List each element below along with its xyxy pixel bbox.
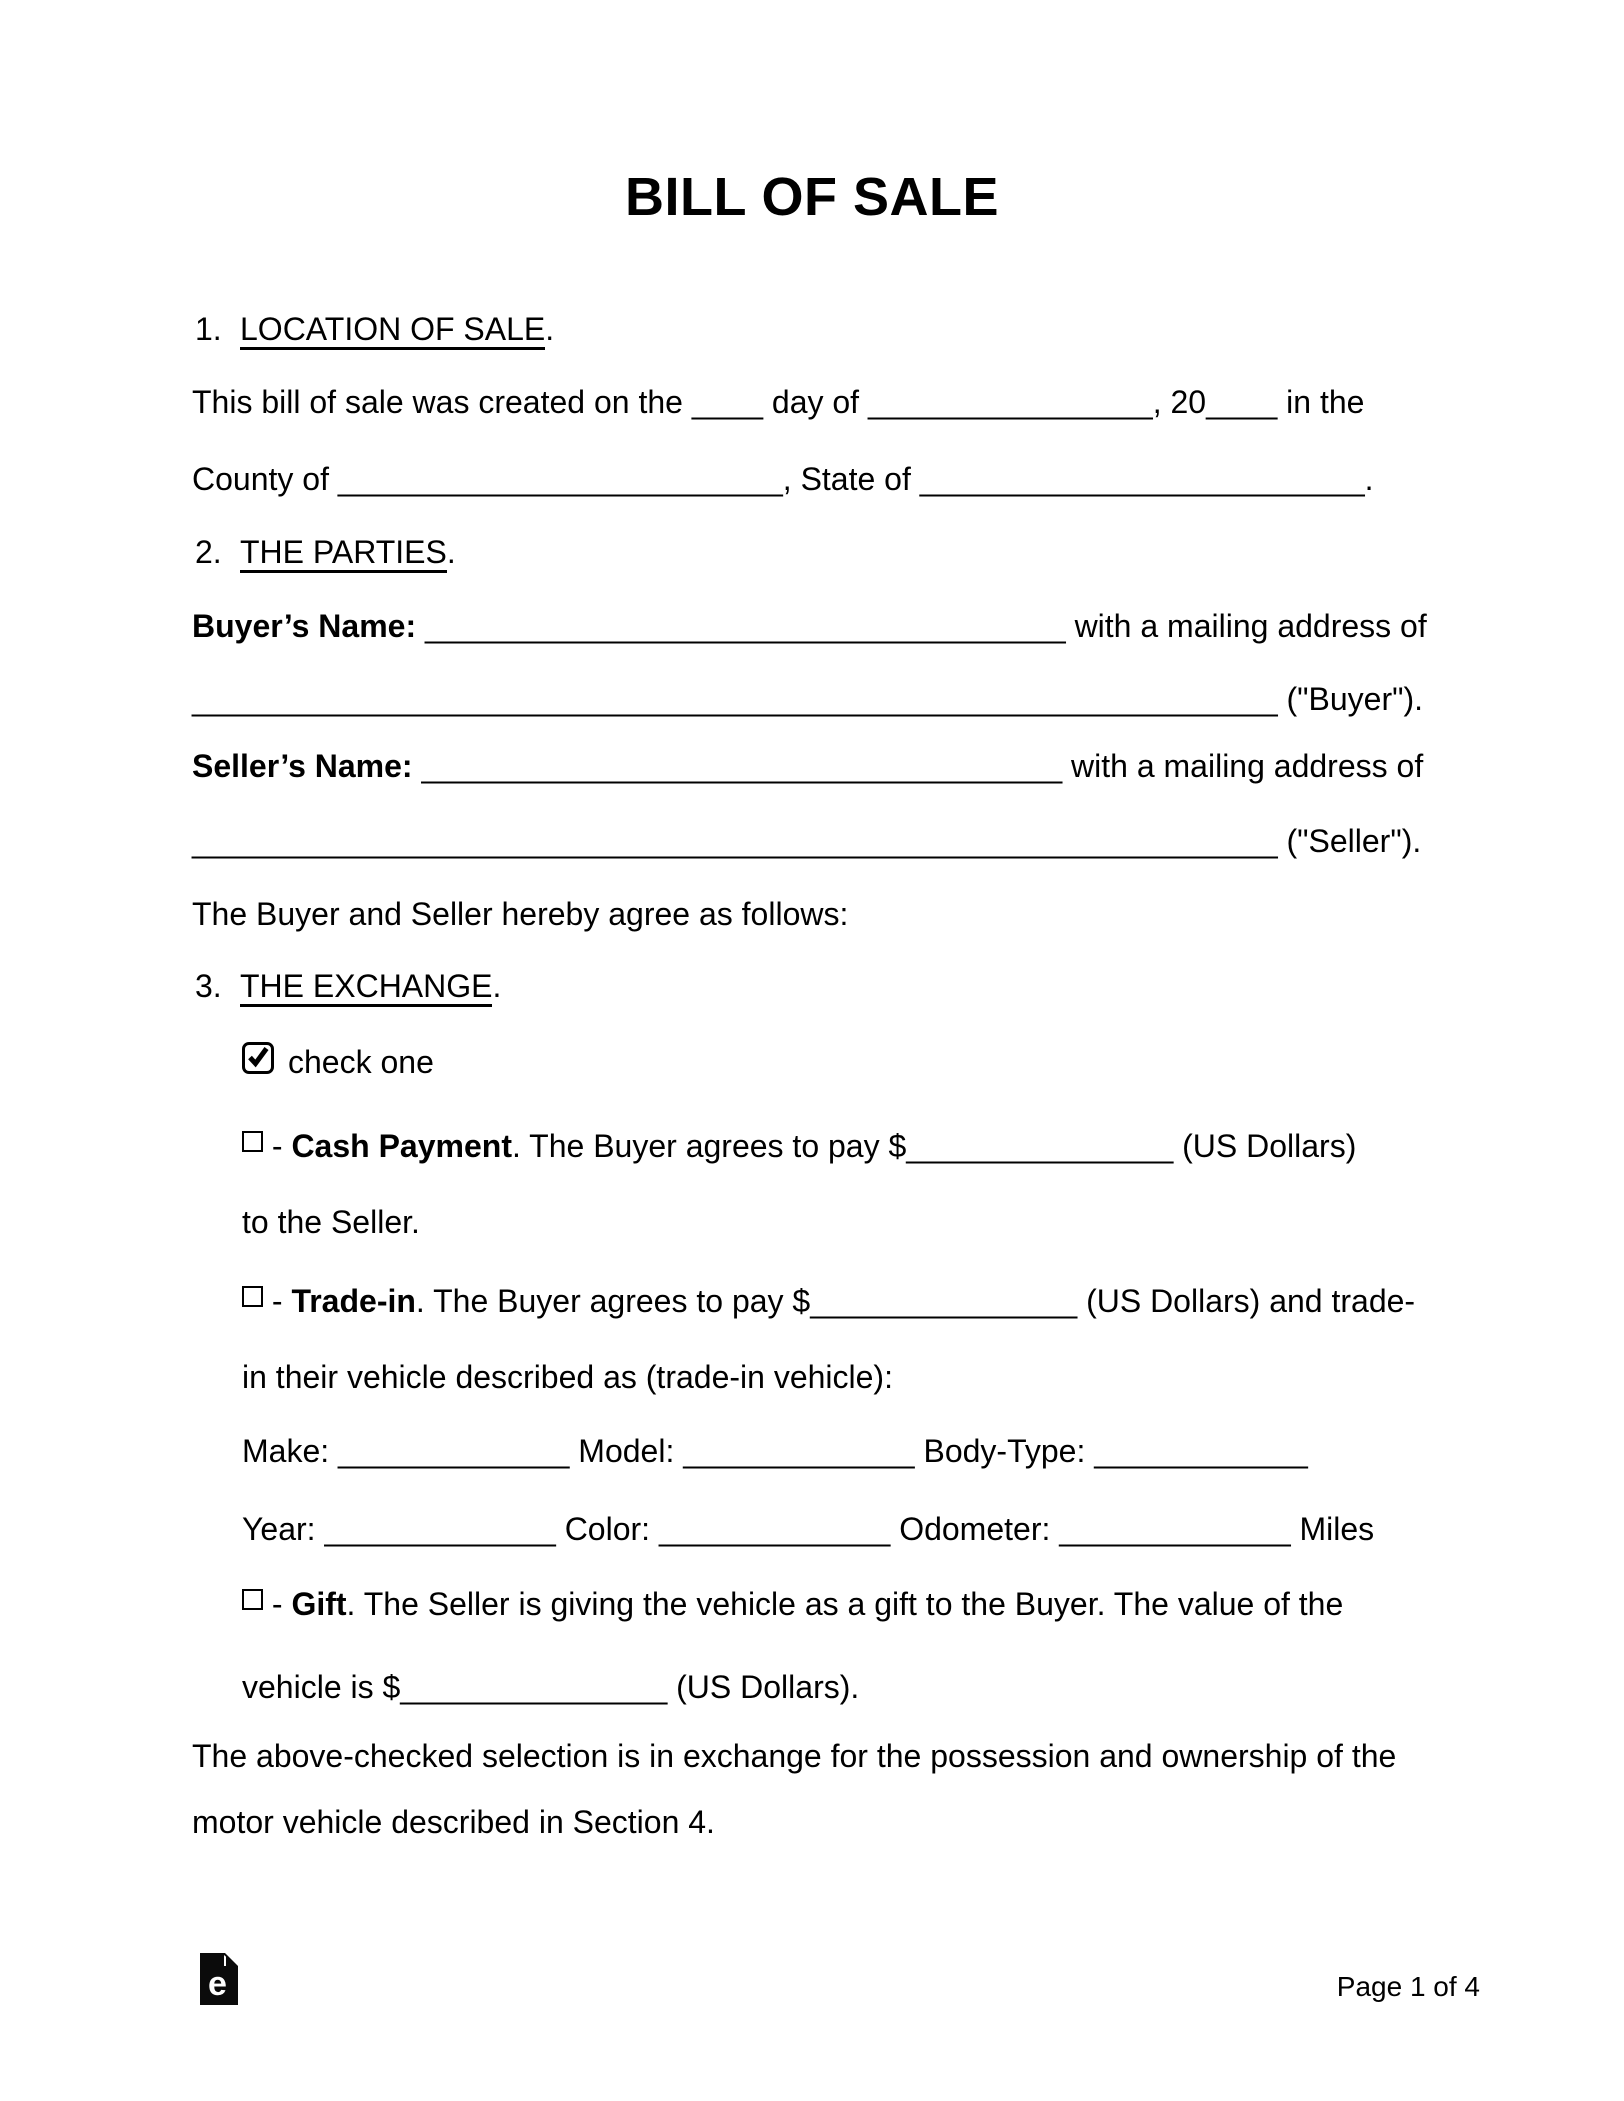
odometer-blank[interactable]: _____________ (1059, 1511, 1291, 1547)
make-blank[interactable]: _____________ (338, 1433, 570, 1469)
trade-amount-blank[interactable]: _______________ (810, 1283, 1078, 1319)
created-line-text3: , 20 (1152, 384, 1207, 420)
trade-in-line (242, 1281, 1415, 1321)
county-blank[interactable]: _________________________ (337, 461, 783, 497)
seller-name-line (192, 746, 1423, 786)
county-line-period: . (1364, 461, 1374, 497)
gift-value-blank[interactable]: _______________ (400, 1669, 668, 1705)
seller-address-blank[interactable]: _____________________________________________________________ (192, 823, 1278, 859)
buyer-name-after: with a mailing address of (1065, 608, 1427, 644)
created-line-text2: day of (763, 384, 868, 420)
unchecked-checkbox-icon[interactable] (242, 1131, 263, 1152)
buyer-name-label: Buyer’s Name (192, 608, 406, 644)
color-label: Color: (555, 1511, 659, 1547)
section-1-heading (195, 309, 554, 349)
body-type-blank[interactable]: ____________ (1094, 1433, 1308, 1469)
miles-label: Miles (1290, 1511, 1375, 1547)
cash-dash: - (263, 1128, 292, 1164)
buyer-address-after: ("Buyer"). (1277, 681, 1424, 717)
section-2-number: 2. (195, 534, 222, 570)
document-title: BILL OF SALE (624, 167, 999, 227)
buyer-address-line (192, 679, 1423, 719)
day-blank[interactable]: ____ (691, 384, 763, 420)
county-label: County of (192, 461, 338, 497)
month-blank[interactable]: ________________ (867, 384, 1153, 420)
gift-text: . The Seller is giving the vehicle as a gift to the Buyer. The value of the (346, 1586, 1344, 1622)
gift-value-text2: (US Dollars). (667, 1669, 860, 1705)
trade-in-cont-line: in their vehicle described as (trade-in vehicle): (242, 1359, 893, 1395)
county-line (192, 459, 1374, 499)
cash-amount-blank[interactable]: _______________ (906, 1128, 1174, 1164)
odometer-label: Odometer: (890, 1511, 1060, 1547)
checked-checkbox-icon[interactable] (242, 1042, 274, 1074)
make-label: Make: (242, 1433, 339, 1469)
eforms-logo (200, 1953, 238, 2005)
section-3-heading-period: . (492, 968, 502, 1004)
year-blank[interactable]: ____ (1206, 384, 1278, 420)
cash-payment-line (242, 1126, 1356, 1166)
seller-name-colon: : (401, 748, 422, 784)
seller-name-label: Seller’s Name (192, 748, 402, 784)
seller-name-after: with a mailing address of (1062, 748, 1424, 784)
check-one-label: check one (288, 1044, 434, 1080)
body-type-label: Body-Type: (914, 1433, 1095, 1469)
model-blank[interactable]: _____________ (683, 1433, 915, 1469)
trade-in-text2: (US Dollars) and trade- (1077, 1283, 1416, 1319)
cash-payment-text: . The Buyer agrees to pay $ (511, 1128, 907, 1164)
seller-name-blank[interactable]: ____________________________________ (421, 748, 1063, 784)
gift-value-line (242, 1667, 859, 1707)
cash-payment-text2: (US Dollars) (1173, 1128, 1357, 1164)
state-blank[interactable]: _________________________ (919, 461, 1365, 497)
gift-label: Gift (291, 1586, 347, 1622)
section-1-number: 1. (195, 311, 222, 347)
agree-line: The Buyer and Seller hereby agree as follows: (192, 896, 849, 932)
unchecked-checkbox-icon[interactable] (242, 1589, 263, 1610)
vehicle-row-1 (242, 1431, 1308, 1471)
section-3-heading-text: THE EXCHANGE (240, 968, 492, 1007)
trade-in-label: Trade-in (291, 1283, 416, 1319)
year-label: Year: (242, 1511, 325, 1547)
buyer-name-line (192, 606, 1427, 646)
section-1-heading-text: LOCATION OF SALE (240, 311, 545, 350)
state-label: , State of (782, 461, 920, 497)
section-2-heading (195, 532, 456, 572)
gift-value-text: vehicle is $ (242, 1669, 401, 1705)
section-2-heading-period: . (446, 534, 456, 570)
gift-line (242, 1584, 1343, 1624)
created-line-text4: in the (1277, 384, 1365, 420)
model-label: Model: (569, 1433, 684, 1469)
cash-payment-cont-line: to the Seller. (242, 1204, 420, 1240)
section-3-number: 3. (195, 968, 222, 1004)
buyer-address-blank[interactable]: _____________________________________________________________ (192, 681, 1278, 717)
cash-payment-label: Cash Payment (291, 1128, 512, 1164)
unchecked-checkbox-icon[interactable] (242, 1286, 263, 1307)
page-indicator: Page 1 of 4 (1336, 1971, 1480, 2002)
gift-dash: - (263, 1586, 292, 1622)
created-line (192, 382, 1364, 422)
section-3-heading (195, 966, 501, 1006)
seller-address-line (192, 821, 1421, 861)
logo-letter: e (208, 1964, 227, 2003)
year-field-blank[interactable]: _____________ (324, 1511, 556, 1547)
trade-in-text: . The Buyer agrees to pay $ (415, 1283, 811, 1319)
vehicle-row-2 (242, 1509, 1374, 1549)
buyer-name-blank[interactable]: ____________________________________ (424, 608, 1066, 644)
closing-line-1: The above-checked selection is in exchange for the possession and ownership of the (192, 1738, 1397, 1774)
color-blank[interactable]: _____________ (658, 1511, 891, 1547)
seller-address-after: ("Seller"). (1277, 823, 1422, 859)
buyer-name-colon: : (405, 608, 425, 644)
section-1-heading-period: . (545, 311, 555, 347)
created-line-text: This bill of sale was created on the (192, 384, 692, 420)
section-2-heading-text: THE PARTIES (240, 534, 447, 573)
check-one-line (242, 1042, 434, 1082)
trade-dash: - (263, 1283, 292, 1319)
closing-line-2: motor vehicle described in Section 4. (192, 1804, 715, 1840)
